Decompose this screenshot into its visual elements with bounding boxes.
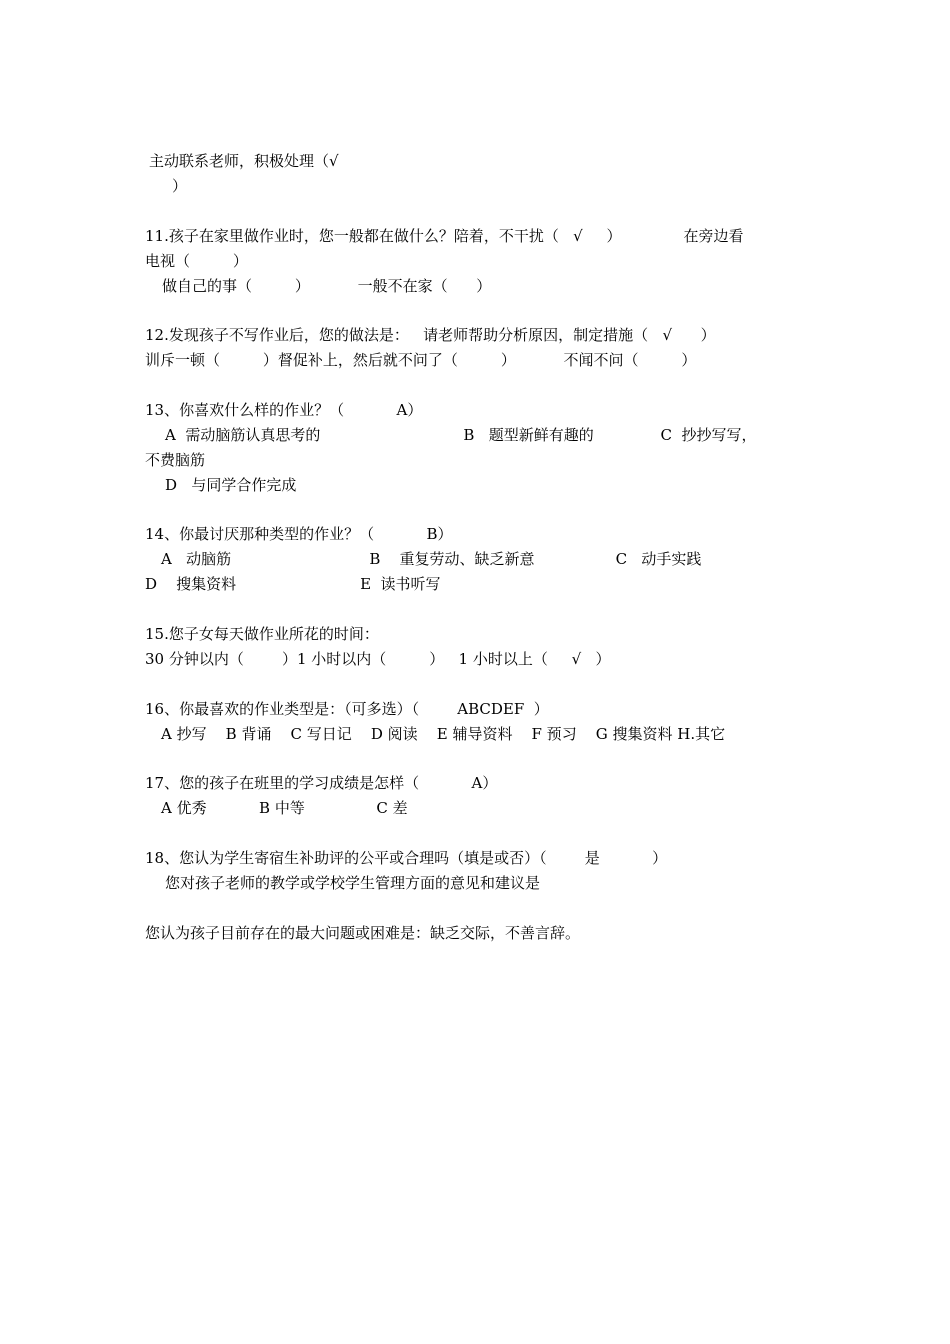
question-17: 17、您的孩子在班里的学习成绩是怎样（ A） (145, 774, 498, 792)
question-11: 11.孩子在家里做作业时，您一般都在做什么？陪着，不干扰（ √ ） 在旁边看 (145, 227, 744, 245)
text-line: ） (172, 177, 188, 195)
text-line: 不费脑筋 (145, 451, 206, 469)
option-line: 30 分钟以内（ ）1 小时以内（ ） 1 小时以上（ √ ） (145, 650, 611, 668)
text-line: 主动联系老师，积极处理（√ (149, 152, 339, 170)
question-16: 16、你最喜欢的作业类型是：（可多选）（ ABCDEF ） (145, 700, 549, 718)
text-line: 做自己的事（ ） 一般不在家（ ） (162, 277, 492, 295)
question-15: 15.您子女每天做作业所花的时间： (145, 625, 379, 643)
text-line: 您认为孩子目前存在的最大问题或困难是：缺乏交际，不善言辞。 (145, 924, 581, 942)
text-line: 训斥一顿（ ）督促补上，然后就不问了（ ） 不闻不问（ ） (145, 351, 697, 369)
text-line: 您对孩子老师的教学或学校学生管理方面的意见和建议是 (165, 874, 541, 892)
question-13: 13、你喜欢什么样的作业？（ A） (145, 401, 423, 419)
question-12: 12.发现孩子不写作业后，您的做法是： 请老师帮助分析原因，制定措施（ √ ） (145, 326, 716, 344)
option-line: D 与同学合作完成 (165, 476, 297, 494)
option-line: D 搜集资料 E 读书听写 (145, 575, 441, 593)
option-line: A 需动脑筋认真思考的 B 题型新鲜有趣的 C 抄抄写写， (165, 426, 757, 444)
question-14: 14、你最讨厌那种类型的作业？（ B） (145, 525, 453, 543)
option-line: A 优秀 B 中等 C 差 (161, 799, 408, 817)
question-18: 18、您认为学生寄宿生补助评的公平或合理吗（填是或否）（ 是 ） (145, 849, 668, 867)
option-line: A 抄写 B 背诵 C 写日记 D 阅读 E 辅导资料 F 预习 G 搜集资料 H.其它 (161, 725, 726, 743)
text-line: 电视（ ） (145, 252, 248, 270)
option-line: A 动脑筋 B 重复劳动、缺乏新意 C 动手实践 (161, 550, 702, 568)
